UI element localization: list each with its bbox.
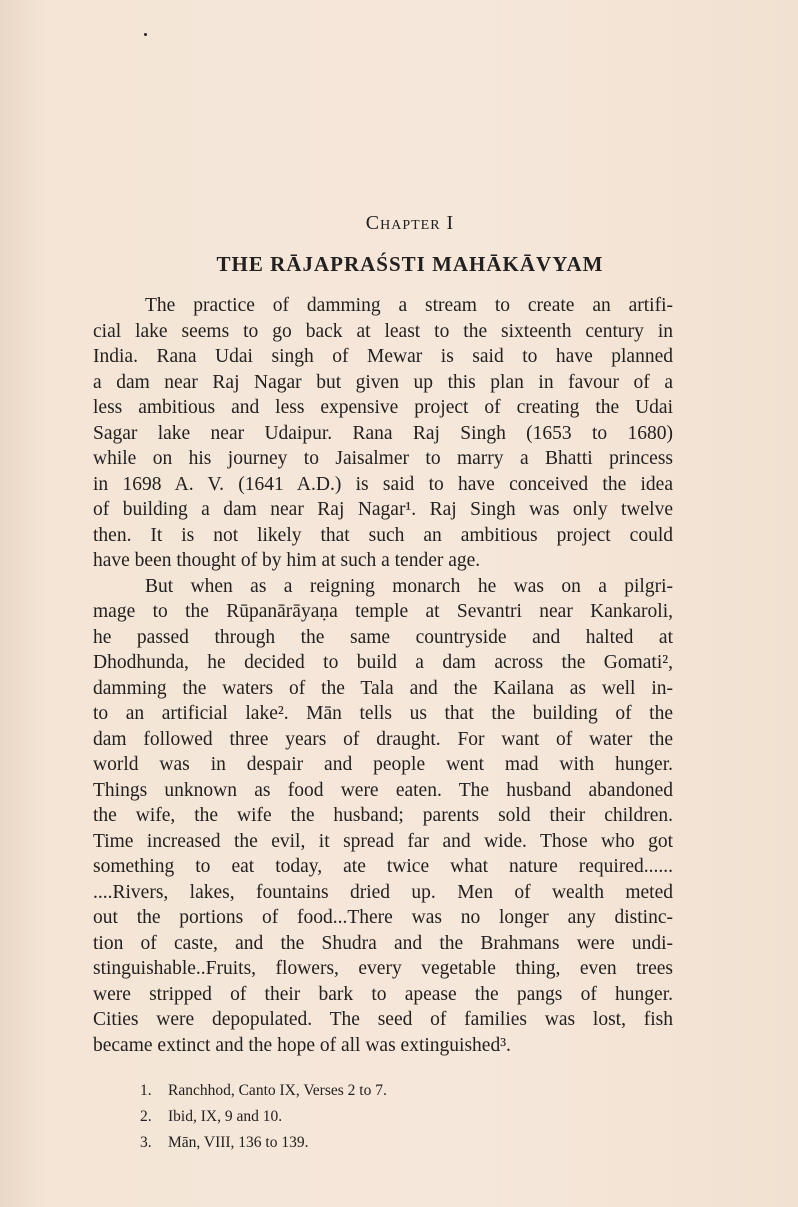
text-line: Things unknown as food were eaten. The husband abandoned: [93, 779, 673, 801]
text-line: damming the waters of the Tala and the Kailana as well in-: [93, 677, 673, 699]
text-line: then. It is not likely that such an ambitious project could: [93, 524, 673, 546]
footnote-text: Mān, VIII, 136 to 139.: [168, 1134, 309, 1151]
text-line: Cities were depopulated. The seed of families was lost, fish: [93, 1009, 673, 1030]
text-line: to an artificial lake². Mān tells us that the building of the: [93, 703, 673, 724]
text-line: were stripped of their bark to apease the pangs of hunger.: [93, 983, 673, 1005]
chapter-title: THE RĀJAPRAŚSTI MAHĀKĀVYAM: [216, 252, 604, 276]
footnote: [140, 1078, 387, 1104]
text-line: became extinct and the hope of all was extinguished³.: [93, 1034, 511, 1056]
footnote-number: 2.: [140, 1108, 152, 1125]
text-line: stinguishable..Fruits, flowers, every vegetable thing, even trees: [93, 958, 673, 979]
text-line: less ambitious and less expensive project of creating the Udai: [93, 397, 673, 418]
text-line: dam followed three years of draught. For want of water the: [93, 728, 673, 750]
text-line: a dam near Raj Nagar but given up this plan in favour of a: [93, 371, 673, 393]
text-line: mage to the Rūpanārāyaṇa temple at Sevantri near Kankaroli,: [93, 601, 673, 622]
text-line: out the portions of food...There was no longer any distinc-: [93, 907, 673, 928]
footnote-text: Ibid, IX, 9 and 10.: [168, 1108, 283, 1125]
text-line: Sagar lake near Udaipur. Rana Raj Singh (1653 to 1680): [93, 422, 673, 444]
text-line: The practice of damming a stream to create an artifi-: [145, 295, 673, 316]
text-line: of building a dam near Raj Nagar¹. Raj Singh was only twelve: [93, 499, 673, 520]
footnote: [140, 1130, 387, 1156]
text-line: in 1698 A. V. (1641 A.D.) is said to have conceived the idea: [93, 473, 673, 495]
text-line: But when as a reigning monarch he was on a pilgri-: [145, 575, 673, 597]
footnote-text: Ranchhod, Canto IX, Verses 2 to 7.: [168, 1082, 387, 1099]
footnotes: [140, 1078, 387, 1156]
text-line: world was in despair and people went mad with hunger.: [93, 754, 673, 775]
text-line: he passed through the same countryside and halted at: [93, 626, 673, 648]
text-line: while on his journey to Jaisalmer to marry a Bhatti princess: [93, 448, 673, 469]
footnote-number: 1.: [140, 1082, 152, 1099]
text-line: tion of caste, and the Shudra and the Brahmans were undi-: [93, 932, 673, 954]
ink-speck: [144, 33, 147, 36]
chapter-label: Chapter I: [365, 212, 455, 234]
text-line: the wife, the wife the husband; parents sold their children.: [93, 805, 673, 826]
text-line: Time increased the evil, it spread far and wide. Those who got: [93, 830, 673, 852]
text-line: something to eat today, ate twice what nature required......: [93, 856, 673, 877]
text-line: ....Rivers, lakes, fountains dried up. Men of wealth meted: [93, 881, 673, 903]
text-line: have been thought of by him at such a tender age.: [93, 550, 481, 571]
text-line: India. Rana Udai singh of Mewar is said to have planned: [93, 346, 673, 367]
footnote-number: 3.: [140, 1134, 152, 1151]
body-text: [93, 293, 673, 1058]
footnote: [140, 1104, 387, 1130]
text-line: Dhodhunda, he decided to build a dam across the Gomati²,: [93, 652, 673, 673]
text-line: cial lake seems to go back at least to the sixteenth century in: [93, 320, 673, 342]
